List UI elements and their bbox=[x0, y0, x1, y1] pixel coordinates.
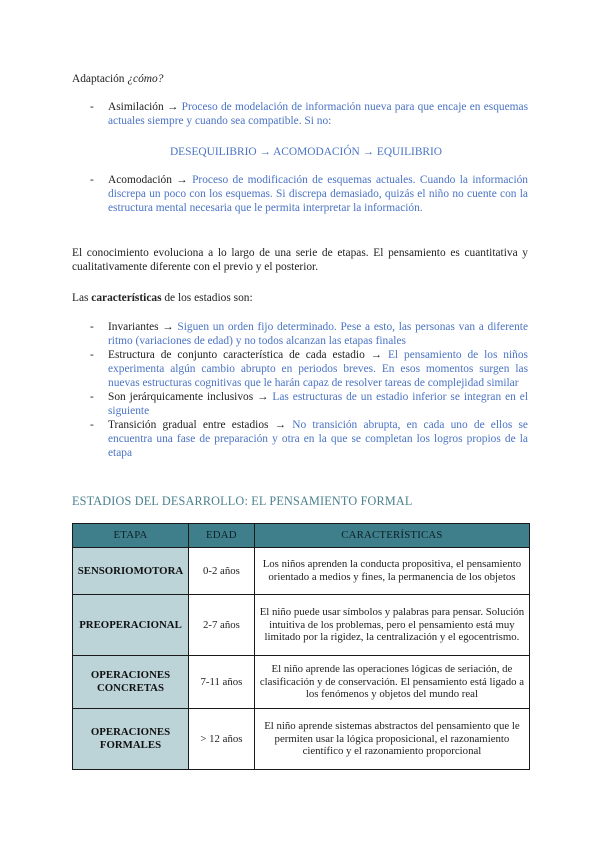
characteristics-list bbox=[72, 320, 528, 460]
header-stage: ETAPA bbox=[73, 524, 189, 548]
stages-table bbox=[72, 523, 530, 770]
characteristic-desc: El pensamiento de los niños experimenta algún cambio abrupto en periodos breves. En esos momentos surgen las nuevas estructuras cognitivas que le harán capaz de resolver tareas de complejidad similar bbox=[108, 349, 528, 389]
assimilation-list bbox=[72, 100, 528, 128]
features-cell: El niño aprende las operaciones lógicas de seriación, de clasificación y de conservación. El pensamiento está ligado a los fenómenos y objetos del mundo real bbox=[254, 656, 529, 709]
characteristic-item bbox=[72, 418, 528, 460]
accommodation-term: Acomodación → bbox=[108, 174, 193, 186]
dash-marker: - bbox=[90, 321, 94, 333]
section-heading: ESTADIOS DEL DESARROLLO: EL PENSAMIENTO FORMAL bbox=[72, 494, 413, 508]
characteristic-desc: Las estructuras de un estadio inferior se integran en el siguiente bbox=[108, 391, 528, 417]
age-cell: 0-2 años bbox=[188, 548, 254, 595]
table-row bbox=[73, 656, 530, 709]
characteristics-intro bbox=[72, 291, 528, 305]
assimilation-term: Asimilación → bbox=[108, 101, 182, 113]
age-cell: 2-7 años bbox=[188, 595, 254, 656]
assimilation-desc: Proceso de modelación de información nueva para que encaje en esquemas actuales siempre y cuando sea compatible. Si no: bbox=[108, 101, 528, 127]
table-row bbox=[73, 709, 530, 770]
header-features: CARACTERÍSTICAS bbox=[254, 524, 529, 548]
stage-cell: OPERACIONES CONCRETAS bbox=[73, 656, 189, 709]
characteristic-item bbox=[72, 348, 528, 390]
accommodation-desc: Proceso de modificación de esquemas actuales. Cuando la información discrepa un poco con los esquemas. Si discrepa demasiado, quizás el niño no cuente con la estructura mental necesaria que le permita interpretar la información. bbox=[108, 174, 529, 214]
dash-marker: - bbox=[90, 101, 94, 113]
intro-bold: características bbox=[91, 292, 162, 304]
dash-marker: - bbox=[90, 174, 94, 186]
characteristic-desc: No transición abrupta, en cada uno de ellos se encuentra una fase de preparación y otra en la que se completan los logros propios de la etapa bbox=[108, 419, 528, 459]
equilibrium-chain: DESEQUILIBRIO → ACOMODACIÓN → EQUILIBRIO bbox=[169, 146, 443, 158]
features-cell: Los niños aprenden la conducta propositiva, el pensamiento orientado a medios y fines, la permanencia de los objetos bbox=[254, 548, 529, 595]
characteristic-term: Estructura de conjunto característica de cada estadio → bbox=[108, 349, 388, 361]
age-cell: > 12 años bbox=[188, 709, 254, 770]
dash-marker: - bbox=[90, 349, 94, 361]
bullet-assimilation bbox=[72, 100, 528, 128]
characteristic-term: Transición gradual entre estadios → bbox=[108, 419, 293, 431]
features-cell: El niño aprende sistemas abstractos del pensamiento que le permiten usar la lógica proposicional, el razonamiento científico y el razonamiento proporcional bbox=[254, 709, 529, 770]
characteristic-item bbox=[72, 320, 528, 348]
adaptation-line bbox=[72, 72, 528, 86]
intro-after: de los estadios son: bbox=[161, 292, 253, 304]
table-row bbox=[73, 595, 530, 656]
features-cell: El niño puede usar símbolos y palabras para pensar. Solución intuitiva de los problemas, pero el pensamiento está muy limitado por la rigidez, la centralización y el egocentrismo. bbox=[254, 595, 529, 656]
adaptation-question: ¿cómo? bbox=[127, 73, 164, 85]
stage-cell: PREOPERACIONAL bbox=[73, 595, 189, 656]
accommodation-list bbox=[72, 173, 528, 215]
table-header-row bbox=[73, 524, 530, 548]
knowledge-paragraph: El conocimiento evoluciona a lo largo de una serie de etapas. El pensamiento es cuantitativa y cualitativamente diferente con el previo y el posterior. bbox=[72, 247, 528, 273]
stage-cell: OPERACIONES FORMALES bbox=[73, 709, 189, 770]
header-age: EDAD bbox=[188, 524, 254, 548]
table-row bbox=[73, 548, 530, 595]
characteristic-term: Invariantes → bbox=[108, 321, 178, 333]
characteristic-desc: Siguen un orden fijo determinado. Pese a esto, las personas van a diferente ritmo (variaciones de edad) y no todos alcanzan las etapas finales bbox=[108, 321, 529, 347]
age-cell: 7-11 años bbox=[188, 656, 254, 709]
stage-cell: SENSORIOMOTORA bbox=[73, 548, 189, 595]
characteristic-item bbox=[72, 390, 528, 418]
adaptation-label: Adaptación bbox=[72, 73, 128, 85]
bullet-accommodation bbox=[72, 173, 528, 215]
intro-before: Las bbox=[72, 292, 92, 304]
dash-marker: - bbox=[90, 419, 94, 431]
dash-marker: - bbox=[90, 391, 94, 403]
characteristic-term: Son jerárquicamente inclusivos → bbox=[108, 391, 273, 403]
